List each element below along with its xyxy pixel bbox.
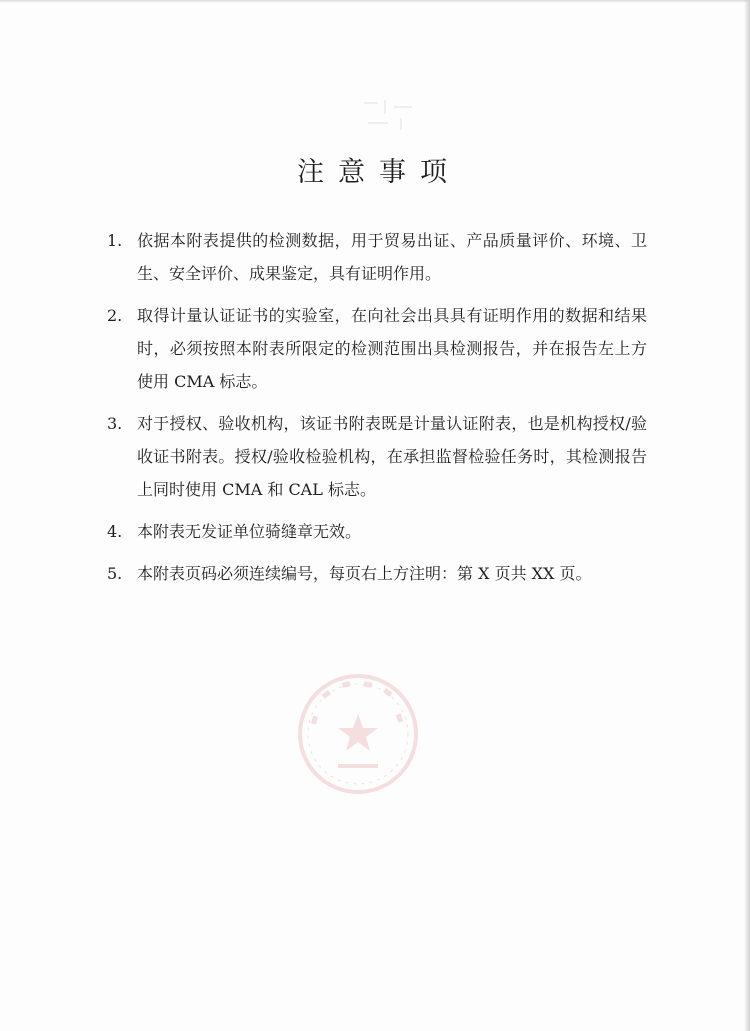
note-number: 4. <box>107 522 123 541</box>
faded-red-seal-icon <box>292 668 424 800</box>
notes-list <box>107 224 647 599</box>
note-item-1 <box>107 224 647 290</box>
note-number: 2. <box>107 306 123 325</box>
page-title: 注意事项 <box>297 157 461 188</box>
note-text: 对于授权、验收机构，该证书附表既是计量认证附表，也是机构授权/验收证书附表。授权/验收检验机构，在承担监督检验任务时，其检测报告上同时使用 CMA 和 CAL 标志。 <box>137 414 647 499</box>
note-item-5 <box>107 557 647 590</box>
note-number: 1. <box>107 231 123 250</box>
note-item-4 <box>107 515 647 548</box>
note-text: 本附表页码必须连续编号，每页右上方注明：第 X 页共 XX 页。 <box>137 564 592 583</box>
note-number: 3. <box>107 414 123 433</box>
note-item-2 <box>107 299 647 398</box>
note-text: 取得计量认证证书的实验室，在向社会出具具有证明作用的数据和结果时，必须按照本附表所限定的检测范围出具检测报告，并在报告左上方使用 CMA 标志。 <box>137 306 647 391</box>
note-text: 本附表无发证单位骑缝章无效。 <box>137 522 362 541</box>
scan-edge-top <box>0 0 750 3</box>
note-number: 5. <box>107 564 123 583</box>
ink-bleed-through-mark <box>360 96 420 136</box>
note-item-3 <box>107 407 647 506</box>
note-text: 依据本附表提供的检测数据，用于贸易出证、产品质量评价、环境、卫生、安全评价、成果鉴定，具有证明作用。 <box>137 231 647 283</box>
